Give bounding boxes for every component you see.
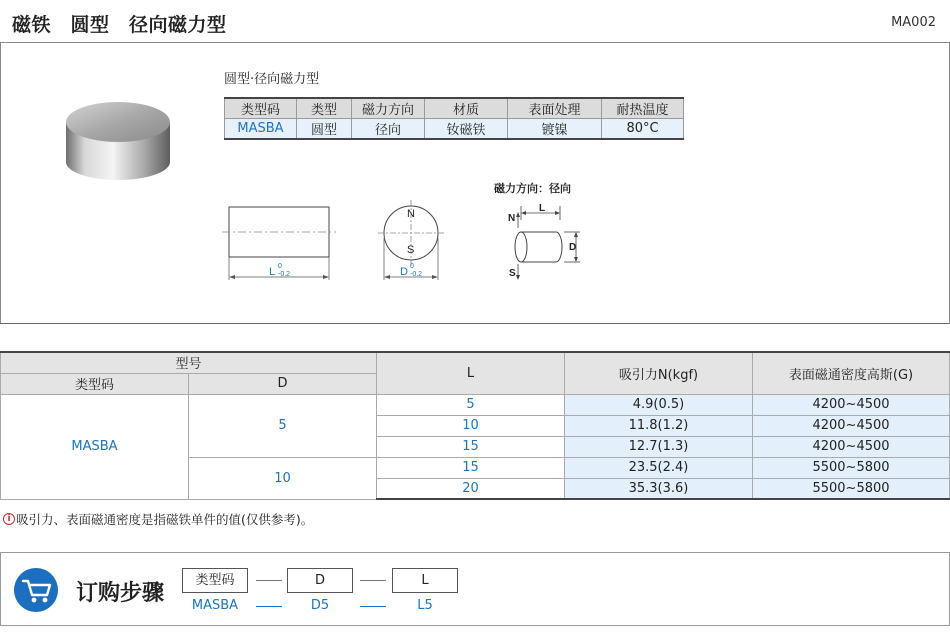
front-tol-top: 0 (410, 263, 414, 270)
order-connector (360, 606, 386, 607)
force-cell: 12.7(1.3) (565, 436, 753, 457)
l-cell: 15 (377, 457, 565, 478)
footnote (3, 510, 313, 528)
d-cell: 5 (189, 394, 377, 457)
iso-s-label: S (509, 268, 516, 279)
spec-value: 圆型 (297, 119, 352, 140)
spec-value: 钕磁铁 (425, 119, 508, 140)
info-icon: i (3, 513, 15, 525)
spec-value: 径向 (352, 119, 425, 140)
header-type: 类型码 (1, 373, 189, 394)
order-connector (360, 580, 386, 581)
iso-n-label: N (508, 213, 516, 224)
density-cell: 4200~4500 (753, 415, 950, 436)
density-cell: 4200~4500 (753, 436, 950, 457)
order-connector (256, 606, 282, 607)
order-value-type: MASBA (191, 598, 239, 613)
page-title: 磁铁 圆型 径向磁力型 (12, 14, 227, 36)
model-table (0, 351, 950, 500)
cart-icon (14, 568, 58, 612)
side-tol-bottom: -0.2 (278, 271, 291, 278)
spec-value: 镀镍 (508, 119, 602, 140)
spec-header: 磁力方向 (352, 98, 425, 119)
spec-header: 耐热温度 (602, 98, 684, 119)
force-cell: 4.9(0.5) (565, 394, 753, 415)
front-dim-label: D (400, 266, 408, 278)
footnote-text: 吸引力、表面磁通密度是指磁铁单件的值(仅供参考)。 (16, 512, 314, 527)
magnetization-drawing (500, 198, 595, 284)
front-tol-bottom: -0.2 (410, 271, 423, 278)
pole-n-label: N (407, 208, 415, 220)
order-box-type: 类型码 (182, 568, 248, 593)
density-cell: 4200~4500 (753, 394, 950, 415)
header-d: D (189, 373, 377, 394)
product-subtitle: 圆型·径向磁力型 (224, 72, 320, 87)
spec-header: 材质 (425, 98, 508, 119)
iso-l-label: L (539, 203, 546, 214)
spec-header: 类型 (297, 98, 352, 119)
iso-d-label: D (569, 242, 577, 253)
spec-value: 80°C (602, 119, 684, 140)
order-box-d: D (287, 568, 353, 593)
magnetization-direction-label: 磁力方向：径向 (494, 182, 571, 195)
header-force: 吸引力N(kgf) (565, 352, 753, 394)
force-cell: 11.8(1.2) (565, 415, 753, 436)
side-dim-label: L (269, 266, 276, 278)
header-density: 表面磁通密度高斯(G) (753, 352, 950, 394)
density-cell: 5500~5800 (753, 457, 950, 478)
type-code-cell: MASBA (1, 394, 189, 499)
density-cell: 5500~5800 (753, 478, 950, 499)
header-l: L (377, 352, 565, 394)
front-view-drawing (378, 200, 446, 282)
order-title: 订购步骤 (76, 581, 165, 606)
spec-value: MASBA (225, 119, 297, 140)
d-cell: 10 (189, 457, 377, 499)
order-value-d: D5 (310, 598, 330, 613)
pole-s-label: S (407, 244, 415, 256)
l-cell: 5 (377, 394, 565, 415)
spec-table (224, 97, 684, 140)
l-cell: 20 (377, 478, 565, 499)
l-cell: 15 (377, 436, 565, 457)
force-cell: 23.5(2.4) (565, 457, 753, 478)
l-cell: 10 (377, 415, 565, 436)
product-code: MA002 (891, 15, 936, 30)
side-view-drawing (222, 200, 337, 282)
order-box-l: L (392, 568, 458, 593)
order-value-l: L5 (417, 598, 433, 613)
spec-header: 类型码 (225, 98, 297, 119)
header-model: 型号 (1, 352, 377, 373)
side-tol-top: 0 (278, 263, 282, 270)
force-cell: 35.3(3.6) (565, 478, 753, 499)
spec-header: 表面处理 (508, 98, 602, 119)
magnet-photo (60, 84, 176, 190)
order-connector (256, 580, 282, 581)
